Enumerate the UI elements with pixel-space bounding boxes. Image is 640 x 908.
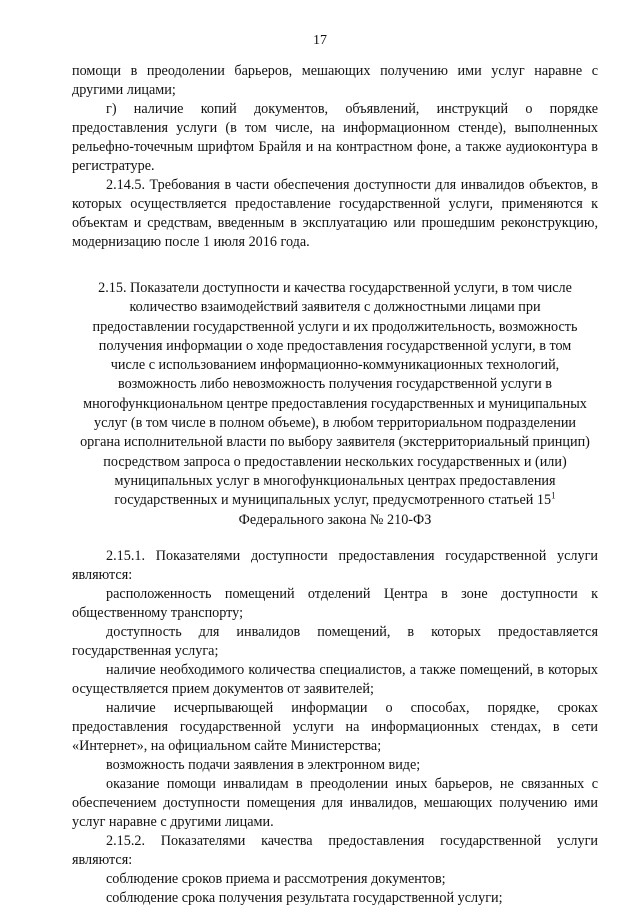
list-item: соблюдение срока получения результата государственной услуги; — [106, 889, 503, 906]
paragraph-2-15-2-intro: 2.15.2. Показателями качества предоставления государственной услуги являются: — [72, 832, 598, 868]
list-item: наличие необходимого количества специалистов, а также помещений, в которых осуществляется прием документов от заявителей; — [72, 661, 598, 697]
heading-text-end: Федерального закона № 210-ФЗ — [238, 511, 432, 528]
list-item: наличие исчерпывающей информации о способах, порядке, сроках предоставления государственной услуги на информационных стендах, в сети «Интернет», на официальном сайте Министерства; — [72, 699, 598, 754]
list-item: оказание помощи инвалидам в преодолении иных барьеров, не связанных с обеспечением доступности помещения для инвалидов, мешающих получению ими услуг наравне с другими лицами. — [72, 775, 598, 830]
paragraph-item-g: г) наличие копий документов, объявлений, инструкций о порядке предоставления услуги (в том числе, на информационном стенде), выполненных рельефно-точечным шрифтом Брайля и на контрастном фоне, а также аудиоконтура в регистратуре. — [72, 101, 598, 174]
page-number: 17 — [313, 33, 327, 48]
paragraph-2-14-5: 2.14.5. Требования в части обеспечения доступности для инвалидов объектов, в которых осуществляется предоставление государственной услуги, применяются к объектам и средствам, введенным в эксплуатацию или прошедшим реконструкцию, модернизацию после 1 июля 2016 года. — [72, 177, 598, 250]
list-item: возможность подачи заявления в электронном виде; — [106, 756, 421, 773]
heading-superscript: 1 — [551, 490, 556, 501]
heading-text: 2.15. Показатели доступности и качества государственной услуги, в том числе количество взаимодействий заявителя с должностными лицами при предоставлении государственной услуги и их продолжительность, возможность получения информации о ходе предоставления государственной услуги, в том числе с использованием информационно-коммуникационных технологий, возможность либо невозможность получения государственной услуги в многофункциональном центре предоставления государственных и муниципальных услуг (в том числе в полном объеме), в любом территориальном подразделении органа исполнительной власти по выбору заявителя (экстерриториальный принцип) посредством запроса о предоставлении нескольких государственных и (или) муниципальных услуг в многофункциональных центрах предоставления государственных и муниципальных услуг, предусмотренного статьей 15 — [80, 280, 590, 509]
list-item: расположенность помещений отделений Центра в зоне доступности к общественному транспорту; — [72, 585, 598, 621]
list-item: доступность для инвалидов помещений, в которых предоставляется государственная услуга; — [72, 623, 598, 659]
paragraph-2-15-1-intro: 2.15.1. Показателями доступности предоставления государственной услуги являются: — [72, 547, 598, 583]
paragraph-continuation: помощи в преодолении барьеров, мешающих получению ими услуг наравне с другими лицами; — [72, 63, 598, 98]
document-body — [72, 62, 598, 908]
section-heading-2-15 — [72, 279, 598, 530]
list-item: соблюдение сроков приема и рассмотрения документов; — [106, 870, 446, 887]
